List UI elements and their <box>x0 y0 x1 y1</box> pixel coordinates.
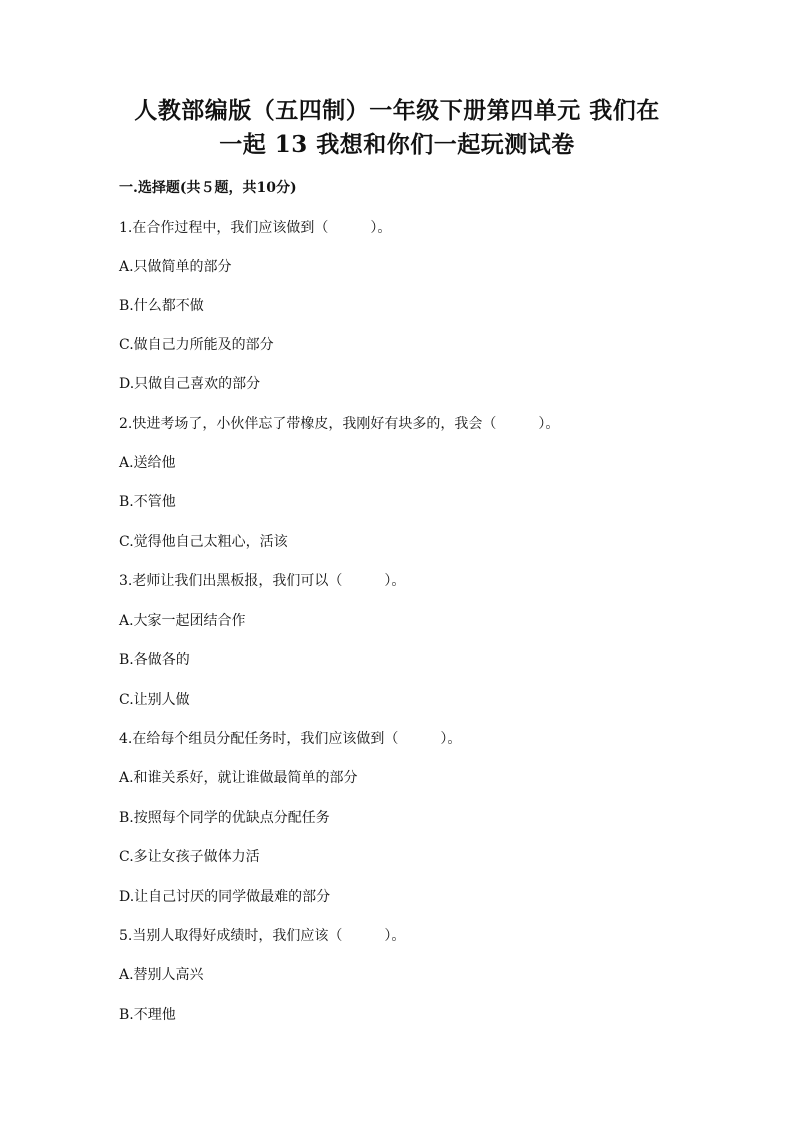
question-2-stem: 2.快进考场了，小伙伴忘了带橡皮，我刚好有块多的，我会（ ）。 <box>119 416 560 432</box>
question-3-option-c: C.让别人做 <box>119 692 190 708</box>
question-4-option-a: A.和谁关系好，就让谁做最简单的部分 <box>119 770 358 786</box>
question-2-option-b: B.不管他 <box>119 494 176 510</box>
question-1-option-d: D.只做自己喜欢的部分 <box>119 376 261 392</box>
question-2-option-a: A.送给他 <box>119 455 176 471</box>
document-title-line-2: 一起 13 我想和你们一起玩测试卷 <box>219 131 575 158</box>
question-1-option-b: B.什么都不做 <box>119 298 204 314</box>
question-2-option-c: C.觉得他自己太粗心，活该 <box>119 534 288 550</box>
question-3-option-b: B.各做各的 <box>119 652 190 668</box>
question-1-stem: 1.在合作过程中，我们应该做到（ ）。 <box>119 220 392 236</box>
document-title-line-1: 人教部编版（五四制）一年级下册第四单元 我们在 <box>134 97 660 124</box>
question-4-stem: 4.在给每个组员分配任务时，我们应该做到（ ）。 <box>119 731 462 747</box>
section-heading: 一.选择题(共５题，共10分) <box>119 180 297 196</box>
question-5-stem: 5.当别人取得好成绩时，我们应该（ ）。 <box>119 928 406 944</box>
question-3-stem: 3.老师让我们出黑板报，我们可以（ ）。 <box>119 573 406 589</box>
question-3-option-a: A.大家一起团结合作 <box>119 613 246 629</box>
question-1-option-a: A.只做简单的部分 <box>119 259 232 275</box>
question-4-option-c: C.多让女孩子做体力活 <box>119 849 260 865</box>
question-1-option-c: C.做自己力所能及的部分 <box>119 337 274 353</box>
question-4-option-b: B.按照每个同学的优缺点分配任务 <box>119 810 330 826</box>
question-5-option-a: A.替别人高兴 <box>119 967 204 983</box>
question-4-option-d: D.让自己讨厌的同学做最难的部分 <box>119 889 331 905</box>
question-5-option-b: B.不理他 <box>119 1007 176 1023</box>
